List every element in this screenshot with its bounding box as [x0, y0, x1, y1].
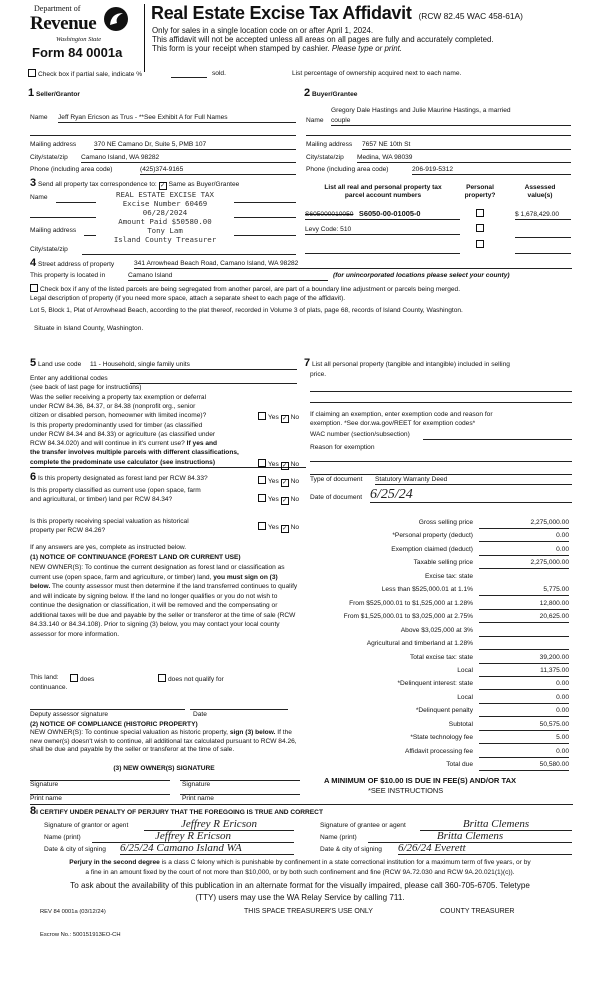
located-note: (for unincorporated locations please select your county): [333, 272, 510, 279]
section7-heading-2: price.: [310, 371, 327, 378]
yes-checkbox[interactable]: [258, 412, 266, 420]
revision-label: REV 84 0001a (03/12/24): [40, 909, 106, 915]
no-checkbox[interactable]: ✓: [282, 480, 288, 486]
timber-question: the transfer involves multiple parcels with different classifications,: [30, 449, 239, 456]
parcel-row-1[interactable]: S605000010050 S6050-00-01005-0: [305, 210, 460, 220]
yes-checkbox[interactable]: [258, 459, 266, 467]
financial-row: [305, 680, 575, 693]
section3-name-field[interactable]: [56, 202, 96, 203]
section3-name-field-end: [234, 202, 296, 203]
financial-label: *Personal property (deduct): [392, 532, 473, 540]
financial-row: [305, 586, 575, 599]
exemption-question: under RCW 84.36, 84.37, or 84.38 (nonprofit org., senior: [30, 403, 196, 410]
buyer-phone-field[interactable]: 206-919-5312: [412, 166, 571, 175]
page-title: Real Estate Excise Tax Affidavit: [151, 3, 412, 23]
personal-property-checkbox[interactable]: [476, 209, 484, 217]
treasurer-use-label: THIS SPACE TREASURER'S USE ONLY: [244, 908, 373, 915]
buyer-phone-label: Phone (including area code): [306, 166, 389, 173]
segregation-checkbox[interactable]: [30, 284, 38, 292]
seller-name-field[interactable]: Jeff Ryan Ericson as Trus - **See Exhibit A for Full Names: [58, 114, 296, 123]
buyer-mail-field[interactable]: 7657 NE 10th St: [362, 141, 571, 150]
certify-heading: 8I CERTIFY UNDER PENALTY OF PERJURY THAT THE FOREGOING IS TRUE AND CORRECT: [30, 805, 323, 817]
does-checkbox[interactable]: [70, 674, 78, 682]
perjury-notice-2: a fine in an amount fixed by the court of not more than $10,000, or by both such confinement and fine (RCW 9A.72.030 and RCW 9A.20.021(1)(c)).: [85, 869, 515, 876]
partial-percent-field[interactable]: [171, 77, 207, 78]
forest-question: 6 Is this property designated as forest land per RCW 84.33?: [30, 471, 208, 483]
stamp-line: 06/28/2024: [142, 208, 188, 217]
grantor-name[interactable]: Jeffrey R Ericson: [92, 831, 294, 843]
personal-header: Personal property?: [464, 184, 496, 199]
buyer-heading: 2 Buyer/Grantee: [304, 87, 358, 99]
continuance-label: continuance.: [30, 684, 68, 691]
financial-label: Gross selling price: [418, 519, 473, 526]
yes-checkbox[interactable]: [258, 494, 266, 502]
seller-heading: 1 Seller/Grantor: [28, 87, 80, 99]
buyer-name-line-1[interactable]: Gregory Dale Hastings and Julie Maurine Hastings, a married: [331, 107, 511, 114]
financial-row: [305, 613, 575, 626]
land-use-code-field[interactable]: 11 - Household, single family units: [90, 361, 297, 370]
financial-row: [305, 546, 575, 559]
additional-codes-field[interactable]: [130, 383, 297, 384]
escrow-number: Escrow No.: 500151913EO-CH: [40, 932, 121, 938]
title-row: [151, 2, 523, 24]
levy-code-field[interactable]: Levy Code: 510: [305, 226, 460, 235]
financial-label: *Delinquent interest: state: [397, 680, 473, 688]
financial-label: Exemption claimed (deduct): [391, 545, 473, 553]
financial-row: [305, 627, 575, 640]
perjury-notice: Perjury in the second degree is a class C felony which is punishable by confinement in a state correctional institution for a maximum term of five years, or by: [69, 859, 531, 866]
financial-value[interactable]: 0.00: [479, 707, 569, 717]
historic-yes-no: Yes ✓ No: [258, 522, 299, 533]
additional-codes-note: (see back of last page for instructions): [30, 384, 142, 391]
financial-value[interactable]: 20,625.00: [479, 613, 569, 623]
buyer-name-line-2[interactable]: [306, 135, 571, 136]
wac-field[interactable]: [423, 439, 572, 440]
legal-label: Legal description of property (if you need more space, attach a separate sheet to each page of the affidavit).: [30, 295, 346, 302]
grantee-signature[interactable]: Britta Clemens: [420, 819, 572, 831]
historic-question: property per RCW 84.26?: [30, 527, 106, 534]
financial-value[interactable]: 2,275,000.00: [479, 519, 569, 529]
reason-field[interactable]: [310, 474, 572, 475]
this-land-label: This land:: [30, 674, 59, 681]
assessed-value-field[interactable]: [515, 237, 571, 238]
no-checkbox[interactable]: ✓: [282, 498, 288, 504]
personal-property-checkbox[interactable]: [476, 224, 484, 232]
notice-compliance-title: (2) NOTICE OF COMPLIANCE (HISTORIC PROPERTY): [30, 721, 198, 728]
timber-question: RCW 84.34.020) and will continue in it's current use? If yes and: [30, 440, 218, 447]
logo-revenue: Revenue: [30, 13, 97, 34]
stamp-line: Island County Treasurer: [113, 235, 217, 244]
seller-phone-field[interactable]: (425)374-9165: [140, 166, 296, 175]
section3-line-2-end: [234, 217, 296, 218]
financial-row: [305, 640, 575, 653]
grantor-date-city[interactable]: 6/25/24 Camano Island WA: [120, 843, 294, 855]
financial-value[interactable]: 0.00: [479, 694, 569, 704]
financial-value[interactable]: 12,800.00: [479, 600, 569, 610]
seller-city-field[interactable]: Camano Island, WA 98282: [81, 154, 296, 163]
financial-value[interactable]: 50,580.00: [479, 761, 569, 771]
no-checkbox[interactable]: ✓: [282, 526, 288, 532]
new-owner-signature-title: (3) NEW OWNER(S) SIGNATURE: [113, 765, 215, 772]
header-line-1: Only for sales in a single location code on or after April 1, 2024.: [152, 26, 374, 35]
financial-value[interactable]: 0.00: [479, 546, 569, 556]
logo-state: Washington State: [56, 36, 102, 43]
current-use-yes-no: Yes ✓ No: [258, 494, 299, 505]
located-field[interactable]: Camano Island: [128, 272, 328, 281]
current-use-question: Is this property classified as current use (open space, farm: [30, 487, 201, 494]
seller-name-label: Name: [30, 114, 48, 121]
exemption-question: Was the seller receiving a property tax exemption or deferral: [30, 394, 207, 401]
partial-sold-label: sold.: [212, 70, 226, 77]
section4-heading: 4 Street address of property: [30, 257, 115, 269]
stamp-line: Tony Lam: [147, 226, 183, 235]
timber-question: Is this property predominantly used for timber (as classified: [30, 422, 203, 429]
deputy-label: Deputy assessor signature: [30, 711, 109, 718]
deputy-signature-field[interactable]: [30, 709, 185, 710]
buyer-city-field[interactable]: Medina, WA 98039: [357, 154, 571, 163]
partial-sale-row: Check box if partial sale, indicate %: [28, 69, 142, 79]
grantor-name-label: Name (print): [44, 834, 81, 841]
property-address-field[interactable]: 341 Arrowhead Beach Road, Camano Island, WA 98282: [134, 260, 572, 269]
minimum-notice: A MINIMUM OF $10.00 IS DUE IN FEE(S) AND/OR TAX: [324, 776, 517, 785]
additional-codes-label: Enter any additional codes: [30, 375, 108, 382]
stamp-line: Excise Number 60469: [122, 199, 208, 208]
seller-mail-label: Mailing address: [30, 141, 77, 148]
section3-mail-label: Mailing address: [30, 227, 77, 234]
financial-row: [305, 559, 575, 572]
exemption-note: If claiming an exemption, enter exemption code and reason for: [310, 411, 493, 418]
financial-label: Total due: [446, 761, 473, 769]
timber-yes-no: Yes ✓ No: [258, 459, 299, 470]
assessed-value-field[interactable]: $ 1,678,429.00: [515, 211, 571, 220]
financial-label: *State technology fee: [410, 734, 473, 742]
divider: [30, 804, 573, 805]
assessed-header: Assessed value(s): [524, 184, 556, 199]
section5-heading: 5 Land use code: [30, 357, 82, 369]
timber-question: under RCW 84.34 and 84.33) or agriculture (as classified under: [30, 431, 216, 438]
doc-date-field[interactable]: 6/25/24: [370, 488, 572, 503]
financial-label: Subtotal: [448, 720, 473, 728]
financial-value[interactable]: 50,575.00: [479, 721, 569, 731]
legal-description[interactable]: Lot 5, Block 1, Plat of Arrowhead Beach, according to the plat thereof, recorded in Volume 3 of plats, page 68, records of Island County, Washington.: [30, 307, 463, 314]
financial-label: Total excise tax: state: [409, 653, 473, 661]
if-any-note: If any answers are yes, complete as instructed below.: [30, 544, 187, 551]
exemption-question: citizen or disabled person, homeowner with limited income)?: [30, 412, 207, 419]
form-number: Form 84 0001a: [32, 45, 123, 60]
financial-row: [305, 600, 575, 613]
financial-row: [305, 707, 575, 720]
grantee-name-label: Name (print): [320, 834, 357, 841]
section3-city-field[interactable]: [82, 254, 296, 255]
grantee-date-label: Date & city of signing: [320, 846, 382, 853]
financial-label: Local: [457, 666, 473, 674]
located-label: This property is located in: [30, 272, 106, 279]
reason-label: Reason for exemption: [310, 444, 375, 451]
grantor-signature[interactable]: Jeffrey R Ericson: [144, 819, 294, 831]
financial-row: [305, 734, 575, 747]
legal-situate[interactable]: Situate in Island County, Washington.: [34, 325, 144, 332]
reason-field[interactable]: [310, 461, 572, 462]
financial-label: From $525,000.01 to $1,525,000 at 1.28%: [349, 599, 473, 607]
title-rcw: (RCW 82.45 WAC 458-61A): [418, 11, 523, 21]
no-checkbox[interactable]: ✓: [282, 416, 288, 422]
financial-value[interactable]: 0.00: [479, 532, 569, 542]
wac-label: WAC number (section/subsection): [310, 431, 410, 438]
section3-heading: 3 Send all property tax correspondence to: ✓ Same as Buyer/Grantee: [30, 177, 240, 189]
financial-value[interactable]: [479, 627, 569, 637]
notice-continuance-text: NEW OWNER(S): To continue the current designation as forest land or classification as current use (open space, farm and agriculture, or timber) land, you must sign on (3) below. The county assessor must then determine if the land transferred continues to qualify and will indicate by signing below. If the land no longer qualifies or you do not wish to continue the designation or classification, it will be removed and the compensating or additional taxes will be due and payable by the seller or transferor at the time of sale (RCW 84.33.140 or 84.34.108). Prior to signing (3) below, you may contact your local county assessor for more information.: [30, 564, 298, 638]
section3-mail-field-end: [234, 235, 296, 236]
stamp-line: Amount Paid $50580.00: [118, 217, 212, 226]
stamp-line: REAL ESTATE EXCISE TAX: [116, 190, 214, 199]
financial-label: Local: [457, 693, 473, 701]
header-line-3: This form is your receipt when stamped by cashier. Please type or print.: [152, 44, 403, 53]
personal-property-field[interactable]: [310, 402, 572, 403]
financial-label: From $1,525,000.01 to $3,025,000 at 2.75%: [343, 613, 473, 621]
segregation-row: Check box if any of the listed parcels are being segregated from another parcel, are part of a boundary line adjustment or parcels being merged.: [30, 284, 460, 294]
financial-label: Taxable selling price: [413, 559, 473, 567]
section3-city-label: City/state/zip: [30, 246, 68, 253]
print-name-label: Print name: [182, 795, 214, 802]
financial-row: [305, 694, 575, 707]
logo-dept: Department of: [34, 4, 81, 13]
forest-yes-no: Yes ✓ No: [258, 476, 299, 487]
current-use-question: and agricultural, or timber) land per RCW 84.34?: [30, 496, 173, 503]
no-checkbox[interactable]: ✓: [282, 463, 288, 469]
financial-label: Agricultural and timberland at 1.28%: [366, 640, 473, 648]
financial-row: [305, 654, 575, 667]
buyer-mail-label: Mailing address: [306, 141, 353, 148]
doc-date-label: Date of document: [310, 494, 363, 501]
buyer-name-label: Name: [306, 117, 324, 124]
section7-heading: 7 List all personal property (tangible and intangible) included in selling: [304, 357, 510, 369]
county-treasurer-label: COUNTY TREASURER: [440, 908, 515, 915]
seller-city-label: City/state/zip: [30, 154, 68, 161]
financial-label: Excise tax: state: [424, 572, 473, 580]
parcel-row-3[interactable]: [305, 253, 460, 254]
notice-compliance-text: NEW OWNER(S): To continue special valuation as historic property, sign (3) below. If the new owner(s) doesn't wish to continue, all additional tax calculated pursuant to RCW 84.26, shall be due and payable by the seller or transferor at the time of sale.: [30, 729, 297, 753]
financial-label: *Delinquent penalty: [415, 707, 473, 715]
financial-value[interactable]: 39,200.00: [479, 654, 569, 664]
financial-value[interactable]: 5.00: [479, 734, 569, 744]
timber-question: complete the predominate use calculator (see instructions): [30, 459, 216, 466]
seller-phone-label: Phone (including area code): [30, 166, 113, 173]
financial-row: [305, 721, 575, 734]
signature-label: Signature: [30, 781, 59, 788]
see-instructions: *SEE INSTRUCTIONS: [368, 786, 444, 795]
exemption-note: exemption. *See dor.wa.gov/REET for exemption codes*: [310, 420, 476, 427]
exemption-yes-no: Yes ✓ No: [258, 412, 299, 423]
partial-sale-checkbox[interactable]: [28, 69, 36, 77]
signature-label: Signature: [182, 781, 211, 788]
does-not-checkbox[interactable]: [158, 674, 166, 682]
financial-row: [305, 573, 575, 586]
grantor-date-label: Date & city of signing: [44, 846, 106, 853]
financial-value[interactable]: 0.00: [479, 748, 569, 758]
section3-line-2[interactable]: [30, 217, 96, 218]
does-not-option: does not qualify for: [158, 674, 224, 684]
financial-row: [305, 761, 575, 774]
financial-row: [305, 519, 575, 532]
header-divider: [144, 4, 145, 72]
historic-question: Is this property receiving special valuation as historical: [30, 518, 189, 525]
financial-value[interactable]: 11,375.00: [479, 667, 569, 677]
assessed-value-field[interactable]: [515, 253, 571, 254]
accessibility-note: To ask about the availability of this publication in an alternate format for the visually impaired, please call 360-705-6705. Teletype: [70, 881, 530, 890]
personal-property-field[interactable]: [310, 391, 572, 392]
deputy-date-label: Date: [193, 711, 207, 718]
grantee-name[interactable]: Britta Clemens: [368, 831, 572, 843]
seller-mail-field[interactable]: 370 NE Camano Dr, Suite 5, PMB 107: [94, 141, 296, 150]
section3-name-label: Name: [30, 194, 48, 201]
grantee-date-city[interactable]: 6/26/24 Everett: [398, 843, 572, 855]
financial-value[interactable]: 0.00: [479, 680, 569, 690]
yes-checkbox[interactable]: [258, 476, 266, 484]
financial-label: Above $3,025,000 at 3%: [400, 626, 473, 634]
financial-value[interactable]: [479, 640, 569, 650]
doc-type-label: Type of document: [310, 476, 363, 483]
financial-value[interactable]: 2,275,000.00: [479, 559, 569, 569]
section3-mail-field[interactable]: [84, 235, 96, 236]
buyer-name-field[interactable]: couple: [331, 117, 571, 126]
logo-swoosh-icon: [101, 5, 131, 33]
financial-label: Less than $525,000.01 at 1.1%: [381, 586, 473, 594]
personal-property-checkbox[interactable]: [476, 240, 484, 248]
financial-label: Affidavit processing fee: [404, 747, 473, 755]
buyer-city-label: City/state/zip: [306, 154, 344, 161]
print-name-label: Print name: [30, 795, 62, 802]
deputy-date-field[interactable]: [190, 709, 288, 710]
financial-row: [305, 748, 575, 761]
does-option: does: [70, 674, 94, 684]
financial-value[interactable]: 5,775.00: [479, 586, 569, 596]
financial-row: [305, 532, 575, 545]
yes-checkbox[interactable]: [258, 522, 266, 530]
parcel-header: List all real and personal property tax parcel account numbers: [324, 184, 442, 199]
grantor-signature-label: Signature of grantor or agent: [44, 822, 129, 829]
seller-name-line-2[interactable]: [30, 135, 296, 136]
notice-continuance-title: (1) NOTICE OF CONTINUANCE (FOREST LAND OR CURRENT USE): [30, 554, 241, 561]
same-as-buyer-checkbox[interactable]: ✓: [160, 183, 166, 189]
doc-type-field[interactable]: Statutory Warranty Deed: [375, 476, 572, 485]
grantee-signature-label: Signature of grantee or agent: [320, 822, 406, 829]
ownership-note: List percentage of ownership acquired next to each name.: [292, 70, 462, 77]
financial-row: [305, 667, 575, 680]
header-line-2: This affidavit will not be accepted unless all areas on all pages are fully and accurately completed.: [152, 35, 494, 44]
accessibility-note-2: (TTY) users may use the WA Relay Service by calling 711.: [195, 893, 405, 902]
